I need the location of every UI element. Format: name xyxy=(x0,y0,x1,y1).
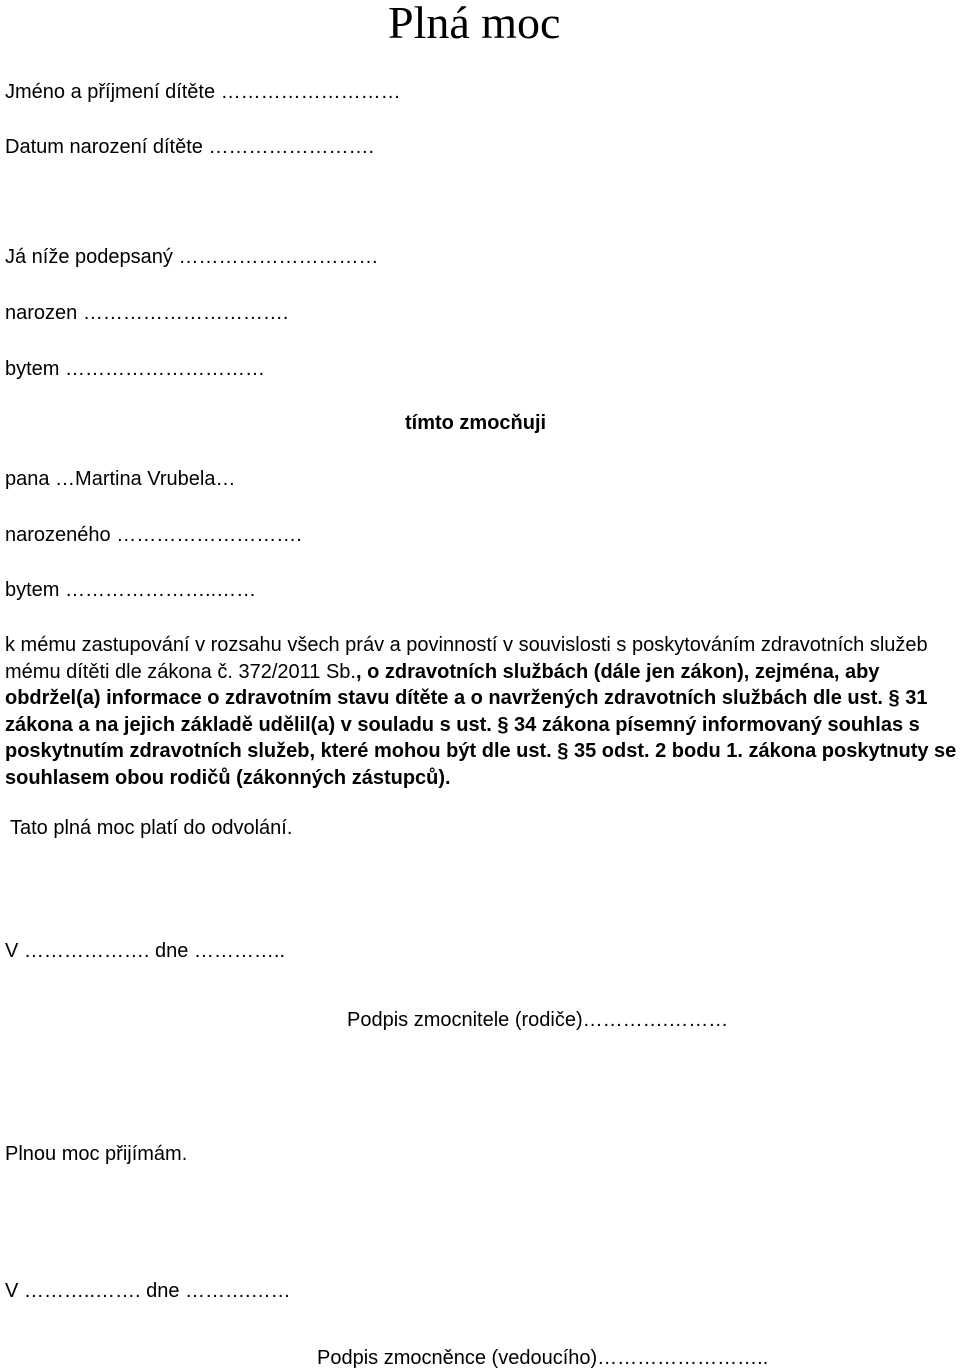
parent-signature-line: Podpis zmocnitele (rodiče)………….……… xyxy=(347,1009,729,1031)
acceptance-statement: Plnou moc přijímám. xyxy=(5,1143,188,1165)
place-date-line-proxy: V ………..……. dne ……….…… xyxy=(5,1280,291,1302)
authorization-scope-regular: k mému zastupování v rozsahu všech práv a povinností v souvislosti s poskytováním zdravotních služeb mému dítěti dle zákona č. 372/2011 Sb. xyxy=(5,634,928,683)
proxy-residence-field: bytem …………………..…… xyxy=(5,579,257,601)
authorization-heading: tímto zmocňuji xyxy=(405,412,547,434)
child-birth-date-field: Datum narození dítěte ……………………. xyxy=(5,136,375,158)
authorization-scope-bold: , o zdravotních službách (dále jen zákon), zejména, aby obdržel(a) informace o zdravotním stavu dítěte a o navržených zdravotních službách dle ust. § 31 zákona a na jejich základě udělil(a) v souladu s ust. § 34 zákona písemný informovaný souhlas s poskytnutím zdravotních služeb, které mohou být dle ust. § 35 odst. 2 bodu 1. zákona poskytnuty se souhlasem obou rodičů (zákonných zástupců). xyxy=(5,660,957,789)
proxy-birth-field: narozeného ………………………. xyxy=(5,524,302,546)
proxy-signature-line: Podpis zmocněnce (vedoucího)…………………….. xyxy=(317,1347,769,1369)
authorization-scope-paragraph xyxy=(5,632,957,791)
undersigned-name-field: Já níže podepsaný ………………………… xyxy=(5,246,379,268)
validity-statement: Tato plná moc platí do odvolání. xyxy=(10,817,293,839)
place-date-line-parent: V ………………. dne ………….. xyxy=(5,940,286,962)
proxy-name-field: pana …Martina Vrubela… xyxy=(5,468,236,490)
child-name-field: Jméno a příjmení dítěte ……………………… xyxy=(5,81,401,103)
undersigned-residence-field: bytem ………………………… xyxy=(5,358,266,380)
document-title: Plná moc xyxy=(388,0,561,48)
undersigned-birth-field: narozen …………………………. xyxy=(5,302,289,324)
